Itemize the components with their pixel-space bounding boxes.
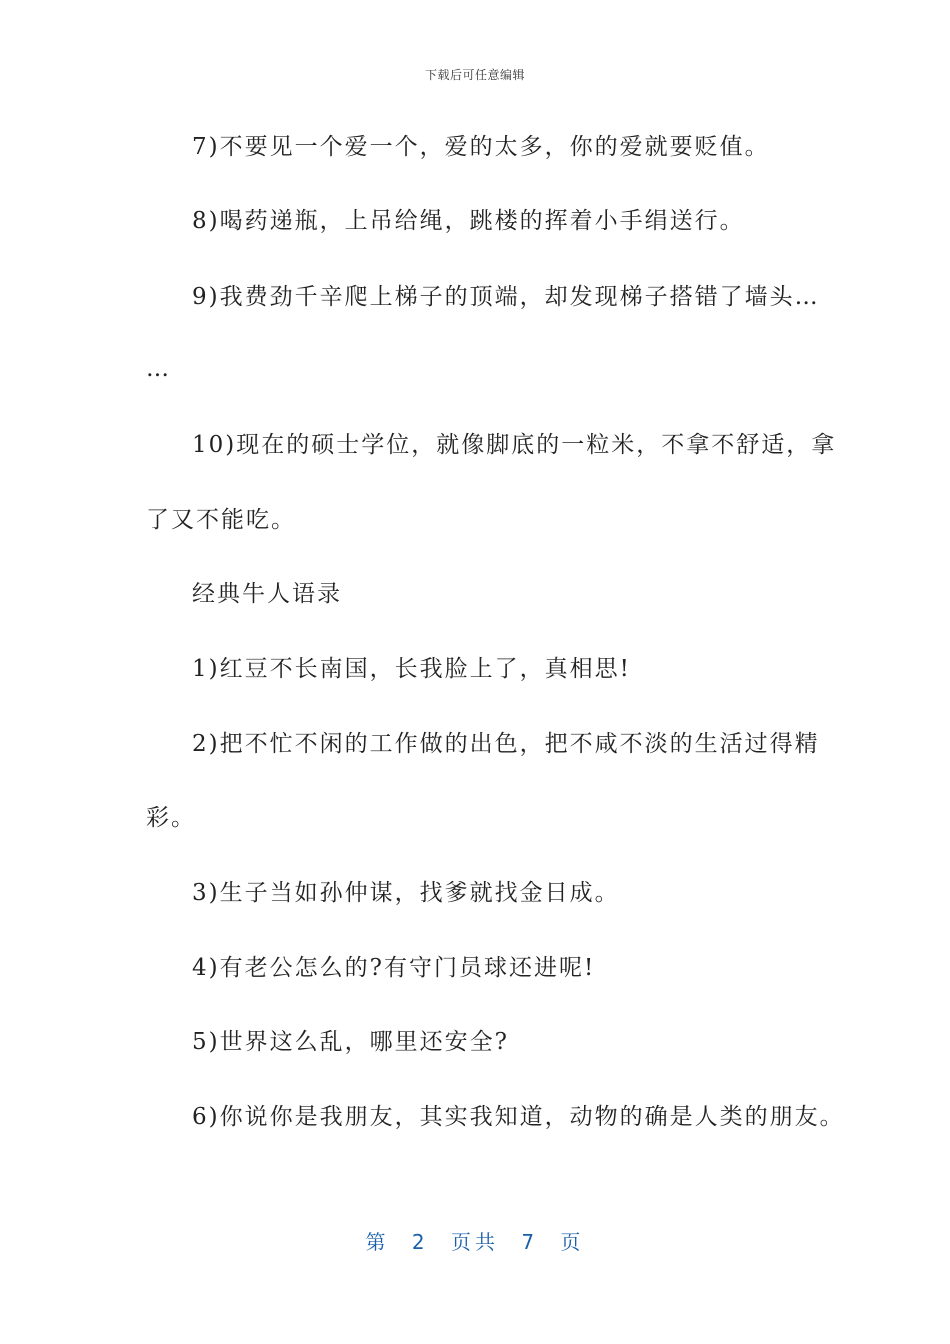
paragraph-line: 8)喝药递瓶，上吊给绳，跳楼的挥着小手绢送行。 bbox=[192, 208, 745, 234]
paragraph-line: 彩。 bbox=[146, 805, 196, 831]
paragraph-line: 了又不能吃。 bbox=[146, 507, 296, 533]
header-note: 下载后可任意编辑 bbox=[424, 68, 525, 82]
paragraph-line: 5)世界这么乱，哪里还安全? bbox=[192, 1029, 509, 1055]
paragraph-line: 3)生子当如孙仲谋，找爹就找金日成。 bbox=[192, 880, 620, 906]
paragraph-line: 4)有老公怎么的?有守门员球还进呢! bbox=[192, 955, 596, 981]
page-number: 第 2 页共 7 页 bbox=[365, 1230, 585, 1254]
paragraph-line: 7)不要见一个爱一个，爱的太多，你的爱就要贬值。 bbox=[192, 134, 770, 160]
paragraph-line: 9)我费劲千辛爬上梯子的顶端，却发现梯子搭错了墙头… bbox=[192, 284, 820, 310]
section-heading: 经典牛人语录 bbox=[192, 581, 342, 607]
paragraph-line: 6)你说你是我朋友，其实我知道，动物的确是人类的朋友。 bbox=[192, 1104, 845, 1130]
paragraph-line: 1)红豆不长南国，长我脸上了，真相思! bbox=[192, 656, 631, 682]
paragraph-line: … bbox=[146, 356, 171, 382]
paragraph-line: 10)现在的硕士学位，就像脚底的一粒米，不拿不舒适，拿 bbox=[192, 432, 837, 458]
paragraph-line: 2)把不忙不闲的工作做的出色，把不咸不淡的生活过得精 bbox=[192, 731, 820, 757]
